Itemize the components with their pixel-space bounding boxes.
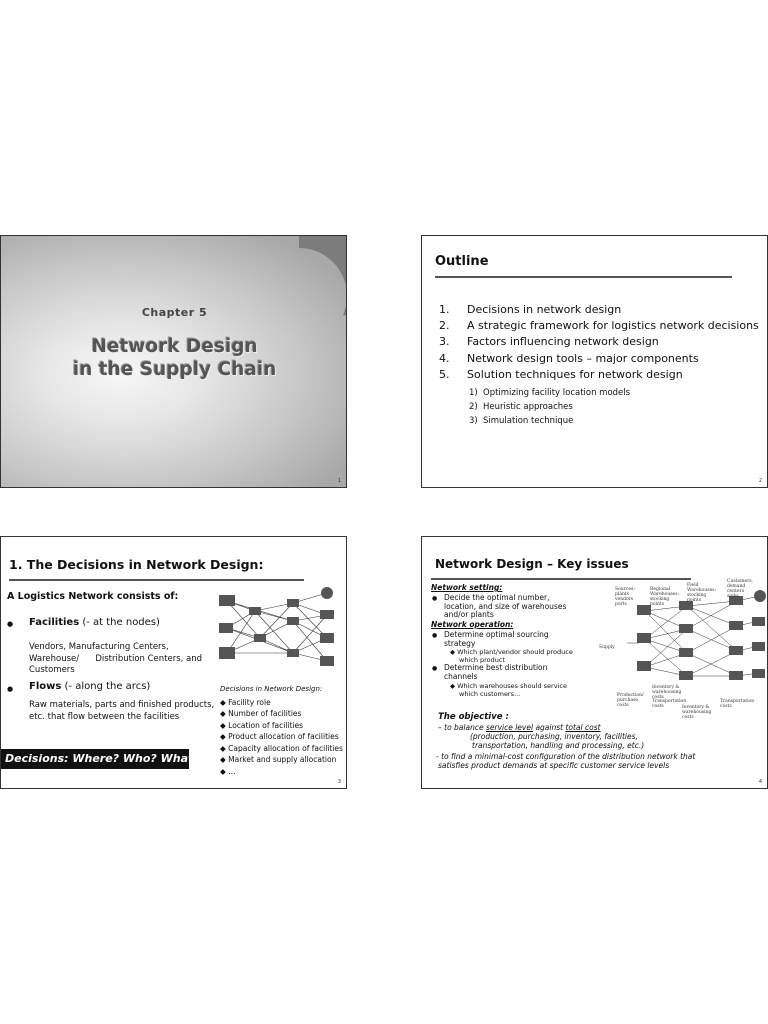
- bullet-icon: ●: [432, 595, 438, 602]
- bullet-icon: ●: [7, 685, 14, 693]
- flows-heading: Flows (- along the arcs): [29, 681, 151, 692]
- distribution-subtext: ◆ Which warehouses should service which customers…: [450, 682, 567, 698]
- decisions-bar: Decisions: Where? Who? What?: [1, 749, 189, 769]
- list-item: ◆ Capacity allocation of facilities: [220, 743, 343, 753]
- outline-sublist: [469, 386, 630, 428]
- sublist-item: 1) Optimizing facility location models: [469, 388, 631, 398]
- label-customers: Customers, demand centers sinks: [727, 579, 753, 599]
- page-number: 1: [337, 478, 341, 484]
- bullet-icon: ●: [7, 620, 14, 628]
- list-item: ◆ Market and supply allocation: [220, 755, 337, 764]
- slide-3-decisions: [0, 536, 347, 789]
- network-setting-heading: Network setting:: [431, 583, 503, 592]
- label-field: Field Warehouses: stocking points: [687, 583, 717, 603]
- intro-text: A Logistics Network consists of:: [7, 591, 179, 602]
- list-item: ◆ Product allocation of facilities: [220, 732, 339, 741]
- network-operation-heading: Network operation:: [431, 620, 514, 629]
- title-rule: [9, 579, 304, 581]
- sublist-item: 2) Heuristic approaches: [469, 402, 573, 412]
- list-item: ◆ Facility role: [220, 697, 271, 707]
- label-transport-costs-2: Transportation costs: [720, 699, 755, 709]
- list-item: 4. Network design tools – major components: [439, 351, 699, 365]
- flows-text: Raw materials, parts and finished products, etc. that flow between the facilities: [29, 700, 215, 722]
- decisions-list: [220, 684, 345, 777]
- outline-list: [439, 302, 759, 383]
- label-regional: Regional Warehouses: stocking points: [650, 587, 680, 607]
- label-production-costs: Production/ purchase costs: [617, 693, 644, 708]
- title-line-1: Network Design: [91, 336, 258, 357]
- page-number: 4: [758, 779, 762, 785]
- facilities-text: Vendors, Manufacturing Centers, Warehouse/ Distribution Centers, and Customers: [29, 642, 203, 675]
- distribution-text: Determine best distribution channels: [444, 663, 548, 681]
- list-item: 1. Decisions in network design: [439, 303, 622, 316]
- sourcing-subtext: ◆ Which plant/vendor should produce which product: [450, 648, 573, 664]
- sublist-item: 3) Simulation technique: [469, 416, 574, 426]
- title-rule: [431, 578, 691, 580]
- facilities-heading: Facilities (- at the nodes): [29, 617, 160, 628]
- label-inventory-costs-1: Inventory & warehousing costs: [652, 685, 682, 700]
- title-line-2: in the Supply Chain: [72, 359, 277, 380]
- slide-title: [1, 335, 347, 381]
- slide-title: Outline: [435, 254, 489, 269]
- label-supply: Supply: [599, 645, 615, 650]
- objective-1: – to balance service level against total cost: [438, 723, 601, 732]
- sourcing-text: Determine optimal sourcing strategy: [444, 630, 549, 648]
- label-sources: Sources: plants vendors ports: [615, 587, 635, 607]
- objective-2: - to find a minimal-cost configuration of the distribution network that satisfies product demands at specific customer service levels: [436, 752, 696, 770]
- list-item: 3. Factors influencing network design: [439, 335, 659, 349]
- chapter-label: Chapter 5: [141, 306, 208, 319]
- page-number: 2: [758, 478, 762, 484]
- title-rule: [435, 276, 732, 278]
- list-item: ◆ Number of facilities: [220, 709, 302, 718]
- list-item: 5. Solution techniques for network design: [439, 367, 683, 381]
- network-setting-text: Decide the optimal number, location, and size of warehouses and/or plants: [444, 593, 567, 619]
- slide-2-outline: [421, 235, 768, 488]
- objective-1-detail: (production, purchasing, inventory, facilities, transportation, handling and processing, etc.): [470, 732, 645, 750]
- objective-heading: The objective :: [438, 712, 509, 722]
- slide-4-key-issues: [421, 536, 768, 789]
- page-number: 3: [337, 779, 341, 785]
- bullet-icon: ●: [432, 632, 438, 639]
- list-item: 2. A strategic framework for logistics network decisions: [439, 319, 759, 333]
- list-item: ◆ …: [220, 766, 236, 776]
- label-transport-costs-1: Transportation costs: [652, 699, 687, 709]
- network-diagram: [215, 583, 345, 673]
- slide-title: Network Design – Key issues: [435, 557, 629, 571]
- decisions-list-title: Decisions in Network Design:: [220, 685, 323, 693]
- slide-1-title: [0, 235, 347, 488]
- slide-title: 1. The Decisions in Network Design:: [9, 557, 264, 572]
- list-item: ◆ Location of facilities: [220, 720, 304, 730]
- label-inventory-costs-2: Inventory & warehousing costs: [682, 705, 712, 720]
- bullet-icon: ●: [432, 665, 438, 672]
